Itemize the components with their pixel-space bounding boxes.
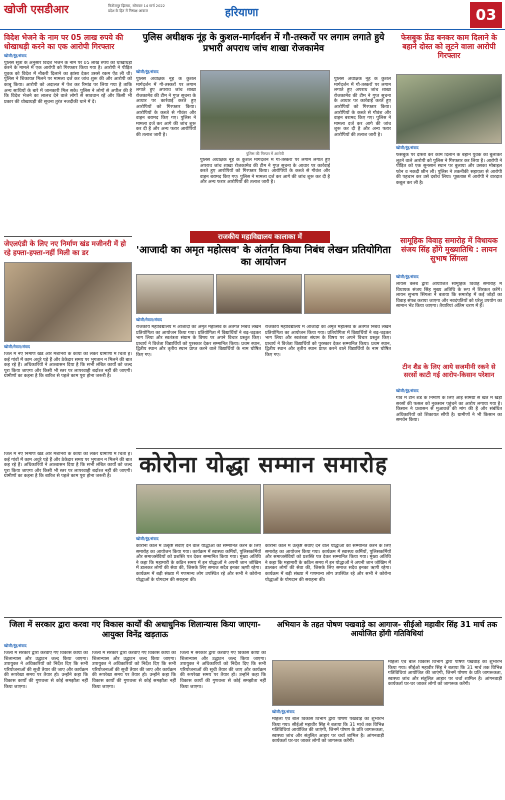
byline: खोजी/नूंह/संवाद: [4, 643, 27, 648]
story-nutrition: [272, 620, 502, 638]
headline: जिला में सरकार द्वारा करवा गए विकास कार्यों की अधाधुनिक शिलान्यास किया जाएगा-आयुक्त विनेंद्र खड़ताऊ: [9, 620, 261, 639]
article-body-cont: कोरोना काल में उत्कृष्ट सेवाएं देने वाले योद्धाओं को सम्मानित करने के लिए समारोह का आयोजन किया गया। कार्यक्रम में स्वास्थ्य कर्मियों, पुलिसकर्मियों और समाजसेवियों को प्रशस्ति पत्र देकर सम्मानित किया गया। मुख्य अतिथि ने कहा कि महामारी के कठिन समय में इन योद्धाओं ने अपनी जान जोखिम में डालकर लोगों की सेवा की, जिसके लिए समाज सदैव इनका ऋणी रहेगा। कार्यक्रम में बड़ी संख्या में गणमान्य लोग उपस्थित रहे और सभी ने कोरोना योद्धाओं के योगदान की सराहना की।: [265, 544, 391, 583]
ceremony-photo-1: [136, 484, 261, 534]
dateline: फिरोजपुर झिरका, सोमवार 14 मार्च 2022 प्रदेश के हित में निष्पक्ष आवाज: [108, 4, 165, 13]
article-body: जिला में सरकार द्वारा करवाए गए विकास कार्यों का शिलान्यास और उद्घाटन जल्द किया जाएगा। उपायुक्त ने अधिकारियों को निर्देश दिए कि सभी परियोजनाओं की सूची तैयार की जाए और कार्यक्रम की रूपरेखा समय पर तैयार हो। उन्होंने कहा कि विकास कार्यों की गुणवत्ता से कोई समझौता नहीं किया जाएगा।: [4, 651, 88, 690]
article-body: फेसबुक पर दोस्ती कर काम दिलाने के बहाने युवक को बुलाकर लूटने वाले आरोपी को पुलिस ने गिरफ्तार कर लिया है। आरोपी ने पीड़ित को एक सुनसान स्थान पर बुलाया और उसका मोबाइल फोन व नकदी छीन ली। पुलिस ने तकनीकी सहायता से आरोपी की पहचान कर उसे दबोच लिया। पूछताछ में आरोपी ने वारदात कबूल कर ली है।: [396, 153, 502, 186]
article-body-cont: जिला में सरकार द्वारा करवाए गए विकास कार्यों का शिलान्यास और उद्घाटन जल्द किया जाएगा। उपायुक्त ने अधिकारियों को निर्देश दिए कि सभी परियोजनाओं की सूची तैयार की जाए और कार्यक्रम की रूपरेखा समय पर तैयार हो। उन्होंने कहा कि विकास कार्यों की गुणवत्ता से कोई समझौता नहीं किया जाएगा।: [180, 651, 266, 690]
story-development: [4, 620, 266, 640]
article-body-cont: राजकीय महाविद्यालय में आजादी का अमृत महोत्सव के अंतर्गत निबंध लेखन प्रतियोगिता का आयोजन किया गया। प्रतियोगिता में विद्यार्थियों ने बढ़-चढ़कर भाग लिया और स्वतंत्रता संग्राम के विषय पर अपने विचार प्रस्तुत किए। प्राचार्य ने विजेता विद्यार्थियों को पुरस्कार देकर सम्मानित किया। प्रथम स्थान, द्वितीय स्थान और तृतीय स्थान प्राप्त करने वाले विद्यार्थियों के नाम घोषित किए गए।: [265, 325, 391, 358]
headline: जेएलएंडी के लिए नए निर्माण खंड मजीनरी में हो रहे हफ्ता-हफ्ता-नहीं मिली का डर: [4, 240, 126, 257]
story-facebook-robbery: [396, 33, 502, 60]
byline: खोजी/मेवात/संवाद: [136, 317, 162, 322]
headline: फेसबुक फ्रेंड बनकर काम दिलाने के बहाने दोस्त को लूटने वाला आरोपी गिरफ्तार: [400, 33, 498, 60]
article-body: पुलिस अधीक्षक नूंह के कुशल मार्गदर्शन में गौ-तस्करों पर लगाम लगाते हुए अपराध जांच शाखा रोजकामेव की टीम ने गुप्त सूचना के आधार पर कार्रवाई करते हुए आरोपियों को गिरफ्तार किया। आरोपियों के कब्जे से गौवंश और वाहन बरामद किए गए। पुलिस ने मामला दर्ज कर आगे की जांच शुरू कर दी है और अन्य फरार आरोपियों की तलाश जारी है।: [136, 77, 196, 138]
headline: टीन शैड के लिए आये सजमीनी रकने से सरसों काटी गई आरोप-किसान परेशान: [402, 363, 496, 379]
article-body: गांव में टीन शैड के निर्माण के लिए आई सामग्री से खेत में खड़ी सरसों की फसल को नुकसान पहुंचने का आरोप लगाया गया है। किसान ने प्रशासन से मुआवजे की मांग की है और संबंधित अधिकारियों को शिकायत सौंपी है। ग्रामीणों ने भी किसान का समर्थन किया।: [396, 396, 502, 424]
article-body: राजकीय महाविद्यालय में आजादी का अमृत महोत्सव के अंतर्गत निबंध लेखन प्रतियोगिता का आयोजन किया गया। प्रतियोगिता में विद्यार्थियों ने बढ़-चढ़कर भाग लिया और स्वतंत्रता संग्राम के विषय पर अपने विचार प्रस्तुत किए। प्राचार्य ने विजेता विद्यार्थियों को पुरस्कार देकर सम्मानित किया। प्रथम स्थान, द्वितीय स्थान और तृतीय स्थान प्राप्त करने वाले विद्यार्थियों के नाम घोषित किए गए।: [136, 325, 261, 358]
divider: [4, 236, 132, 237]
byline: खोजी/नूंह/संवाद: [4, 53, 27, 58]
byline: खोजी/नूंह/संवाद: [136, 536, 159, 541]
byline: खोजी/नूंह/संवाद: [136, 69, 159, 74]
article-body: जिले में नए निर्माण खंड और मशीनरी के कार्यों को लेकर ग्रामीणों में चिंता है। कई गांवों में काम अधूरे पड़े हैं और ठेकेदार समय पर भुगतान न मिलने की बात कह रहे हैं। अधिकारियों ने आश्वासन दिया है कि सभी लंबित कार्यों को जल्द पूरा किया जाएगा और किसी भी स्तर पर लापरवाही बर्दाश्त नहीं की जाएगी। ग्रामीणों का कहना है कि बारिश से पहले काम पूरा होना जरूरी है।: [4, 352, 132, 380]
byline: खोजी/नूंह/संवाद: [396, 145, 419, 150]
masthead: [0, 0, 505, 30]
byline: खोजी/नूंह/संवाद: [272, 709, 295, 714]
news-photo: [4, 262, 132, 342]
article-body-cont: जिला में सरकार द्वारा करवाए गए विकास कार्यों का शिलान्यास और उद्घाटन जल्द किया जाएगा। उपायुक्त ने अधिकारियों को निर्देश दिए कि सभी परियोजनाओं की सूची तैयार की जाए और कार्यक्रम की रूपरेखा समय पर तैयार हो। उन्होंने कहा कि विकास कार्यों की गुणवत्ता से कोई समझौता नहीं किया जाएगा।: [92, 651, 176, 690]
headline: सामूहिक विवाह समारोह में विधायक संजय सिंह होंगे मुख्यातिथि : लायन सुभाष सिंगला: [400, 236, 498, 263]
photo-caption: पुलिस की गिरफ्त में आरोपी: [246, 151, 284, 156]
divider: [4, 617, 502, 618]
byline: खोजी/नूंह/संवाद: [396, 388, 419, 393]
article-body: लायंस क्लब द्वारा आयोजित सामूहिक विवाह समारोह में विधायक संजय सिंह मुख्य अतिथि के रूप में शिरकत करेंगे। लायन सुभाष सिंगला ने बताया कि समारोह में कई जोड़ों का विवाह संपन्न कराया जाएगा और नवदंपतियों को घरेलू उपयोग का सामान भेंट किया जाएगा। तैयारियां अंतिम चरण में हैं।: [396, 282, 502, 310]
headline: विदेश भेजने के नाम पर 05 लाख रुपये की धोखाधड़ी करने का एक आरोपी गिरफ्तार: [4, 33, 124, 51]
story-cattle-smuggling: [136, 33, 391, 73]
article-body: पुलिस सूत्रों के अनुसार विदेश भेजने के नाम पर 05 लाख रुपये की धोखाधड़ी करने के मामले में एक आरोपी को गिरफ्तार किया गया है। आरोपी ने पीड़ित युवक को विदेश में नौकरी दिलाने का झांसा देकर उससे रकम ऐंठ ली थी। पुलिस ने शिकायत मिलने पर मामला दर्ज कर जांच शुरू की और आरोपी को काबू किया। आरोपी को अदालत में पेश कर रिमांड पर लिया गया है ताकि अन्य साथियों के बारे में जानकारी मिल सके। पुलिस ने लोगों से अपील की है कि विदेश भेजने का लालच देने वाले लोगों से सावधान रहें और किसी भी प्रकार की धोखाधड़ी की सूचना तुरंत नजदीकी थाने में दें।: [4, 60, 132, 105]
story-visa-fraud: [4, 33, 132, 233]
story-tin-shed: [396, 363, 502, 379]
nutrition-photo: [272, 660, 384, 706]
headline: अभियान के तहत पोषण पखवाड़े का आगाज- सीईओ महावीर सिंह 31 मार्च तक आयोजित होंगी गतिविधियां: [276, 620, 498, 638]
headline: पुलिस अधीक्षक नूंह के कुशल-मार्गदर्शन में गौ-तस्करों पर लगाम लगाते हुये प्रभारी अपराध जांच शाखा रोजकामेव: [142, 33, 385, 54]
article-body: महिला एवं बाल विकास विभाग द्वारा पोषण पखवाड़े का शुभारंभ किया गया। सीईओ महावीर सिंह ने बताया कि 31 मार्च तक विभिन्न गतिविधियां आयोजित की जाएंगी, जिनमें पोषण के प्रति जागरूकता, स्वास्थ्य जांच और संतुलित आहार पर चर्चा शामिल है। आंगनवाड़ी कार्यकर्ता घर-घर जाकर लोगों को जागरूक करेंगी।: [272, 717, 384, 745]
college-photo-1: [136, 274, 214, 314]
article-body-cont: महिला एवं बाल विकास विभाग द्वारा पोषण पखवाड़े का शुभारंभ किया गया। सीईओ महावीर सिंह ने बताया कि 31 मार्च तक विभिन्न गतिविधियां आयोजित की जाएंगी, जिनमें पोषण के प्रति जागरूकता, स्वास्थ्य जांच और संतुलित आहार पर चर्चा शामिल है। आंगनवाड़ी कार्यकर्ता घर-घर जाकर लोगों को जागरूक करेंगी।: [388, 660, 502, 688]
college-photo-3: [304, 274, 391, 314]
section-title: हरियाणा: [225, 6, 259, 19]
divider: [136, 448, 502, 449]
article-body-cont: पुलिस अधीक्षक नूंह के कुशल मार्गदर्शन में गौ-तस्करों पर लगाम लगाते हुए अपराध जांच शाखा रोजकामेव की टीम ने गुप्त सूचना के आधार पर कार्रवाई करते हुए आरोपियों को गिरफ्तार किया। आरोपियों के कब्जे से गौवंश और वाहन बरामद किए गए। पुलिस ने मामला दर्ज कर आगे की जांच शुरू कर दी है और अन्य फरार आरोपियों की तलाश जारी है।: [200, 158, 330, 186]
ceremony-photo-2: [263, 484, 391, 534]
headline: [136, 452, 391, 480]
byline: खोजी/नूंह/संवाद: [396, 274, 419, 279]
byline: खोजी/मेवात/संवाद: [4, 344, 30, 349]
article-body-cont: जिले में नए निर्माण खंड और मशीनरी के कार्यों को लेकर ग्रामीणों में चिंता है। कई गांवों में काम अधूरे पड़े हैं और ठेकेदार समय पर भुगतान न मिलने की बात कह रहे हैं। अधिकारियों ने आश्वासन दिया है कि सभी लंबित कार्यों को जल्द पूरा किया जाएगा और किसी भी स्तर पर लापरवाही बर्दाश्त नहीं की जाएगी। ग्रामीणों का कहना है कि बारिश से पहले काम पूरा होना जरूरी है।: [4, 452, 132, 480]
article-body: कोरोना काल में उत्कृष्ट सेवाएं देने वाले योद्धाओं को सम्मानित करने के लिए समारोह का आयोजन किया गया। कार्यक्रम में स्वास्थ्य कर्मियों, पुलिसकर्मियों और समाजसेवियों को प्रशस्ति पत्र देकर सम्मानित किया गया। मुख्य अतिथि ने कहा कि महामारी के कठिन समय में इन योद्धाओं ने अपनी जान जोखिम में डालकर लोगों की सेवा की, जिसके लिए समाज सदैव इनका ऋणी रहेगा। कार्यक्रम में बड़ी संख्या में गणमान्य लोग उपस्थित रहे और सभी ने कोरोना योद्धाओं के योगदान की सराहना की।: [136, 544, 261, 583]
accused-photo: [396, 74, 502, 144]
story-mass-wedding: [396, 236, 502, 263]
college-photo-2: [216, 274, 302, 314]
section-banner: राजकीय महाविद्यालय कालाका में: [190, 231, 330, 243]
headline: 'आजादी का अमृत महोत्सव' के अंतर्गत किया निबंध लेखन प्रतियोगिता का आयोजन: [136, 245, 391, 268]
article-body-cont: पुलिस अधीक्षक नूंह के कुशल मार्गदर्शन में गौ-तस्करों पर लगाम लगाते हुए अपराध जांच शाखा रोजकामेव की टीम ने गुप्त सूचना के आधार पर कार्रवाई करते हुए आरोपियों को गिरफ्तार किया। आरोपियों के कब्जे से गौवंश और वाहन बरामद किए गए। पुलिस ने मामला दर्ज कर आगे की जांच शुरू कर दी है और अन्य फरार आरोपियों की तलाश जारी है।: [334, 77, 391, 138]
headline-text: कोरोना योद्धा सम्मान समारोह: [139, 453, 388, 478]
police-photo: [200, 70, 330, 150]
page-number: 03: [470, 2, 502, 28]
newspaper-logo: खोजी एसडीआर: [4, 3, 69, 16]
